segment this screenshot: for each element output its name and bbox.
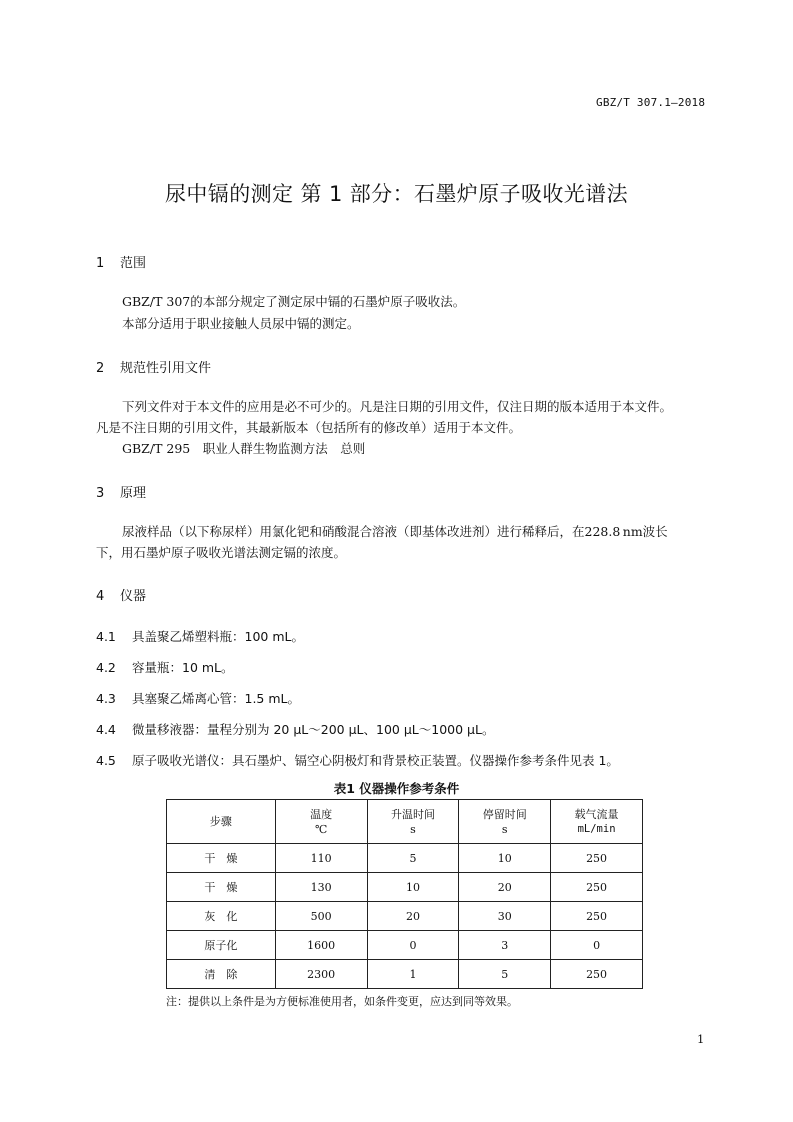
table-row <box>167 873 643 902</box>
section-number: 2 <box>96 361 105 376</box>
table-cell: 干 燥 <box>167 844 276 873</box>
item-number: 4.4 <box>96 722 116 737</box>
table-cell: 原子化 <box>167 931 276 960</box>
item-number: 4.2 <box>96 660 116 675</box>
column-header-step <box>167 800 276 844</box>
item-number: 4.3 <box>96 691 116 706</box>
table-cell: 1 <box>367 960 459 989</box>
item-text: 容量瓶：10 mL。 <box>132 660 234 675</box>
table-cell: 250 <box>551 873 643 902</box>
paragraph-line: 下列文件对于本文件的应用是必不可少的。凡是注日期的引用文件，仅注日期的版本适用于本文件。 <box>122 399 673 414</box>
section-heading-apparatus <box>96 585 146 604</box>
section-heading-principle <box>96 482 146 501</box>
header-line: 停留时间 <box>482 807 527 821</box>
header-line: 温度 <box>310 807 333 821</box>
section-heading-normative-references <box>96 357 211 376</box>
header-line: 升温时间 <box>390 807 435 821</box>
item-number: 4.1 <box>96 629 116 644</box>
table-cell: 干 燥 <box>167 873 276 902</box>
table-note: 注：提供以上条件是为方便标准使用者，如条件变更，应达到同等效果。 <box>166 995 518 1008</box>
table-cell: 2300 <box>275 960 367 989</box>
apparatus-item <box>96 751 619 769</box>
table-cell: 0 <box>367 931 459 960</box>
page-number: 1 <box>697 1032 705 1046</box>
table-row <box>167 931 643 960</box>
table-header-row <box>167 800 643 844</box>
section-heading-text: 仪器 <box>120 589 147 604</box>
section-number: 1 <box>96 256 105 271</box>
paragraph-line: 尿液样品（以下称尿样）用氯化钯和硝酸混合溶液（即基体改进剂）进行稀释后，在228.8 nm波长 <box>122 524 668 539</box>
header-unit: ℃ <box>315 822 328 836</box>
table-cell: 250 <box>551 960 643 989</box>
item-text: 具盖聚乙烯塑料瓶：100 mL。 <box>132 629 304 644</box>
table-cell: 清 除 <box>167 960 276 989</box>
table-cell: 5 <box>459 960 551 989</box>
paragraph-line: GBZ/T 307的本部分规定了测定尿中镉的石墨炉原子吸收法。 <box>122 294 466 309</box>
apparatus-item <box>96 658 234 676</box>
section-number: 3 <box>96 486 105 501</box>
column-header-temperature <box>275 800 367 844</box>
section-number: 4 <box>96 589 105 604</box>
item-text: 原子吸收光谱仪：具石墨炉、镉空心阴极灯和背景校正装置。仪器操作参考条件见表 1。 <box>132 753 619 768</box>
table-cell: 30 <box>459 902 551 931</box>
header-line: 步骤 <box>209 815 232 828</box>
document-title: 尿中镉的测定 第 1 部分：石墨炉原子吸收光谱法 <box>165 182 628 206</box>
table-cell: 5 <box>367 844 459 873</box>
table-caption: 表1 仪器操作参考条件 <box>333 781 460 796</box>
section-heading-scope <box>96 252 146 271</box>
table-cell: 20 <box>367 902 459 931</box>
table-cell: 20 <box>459 873 551 902</box>
table-cell: 灰 化 <box>167 902 276 931</box>
paragraph-line: 凡是不注日期的引用文件，其最新版本（包括所有的修改单）适用于本文件。 <box>96 420 522 435</box>
table-cell: 10 <box>367 873 459 902</box>
table-cell: 250 <box>551 844 643 873</box>
column-header-hold-time <box>459 800 551 844</box>
table-row <box>167 902 643 931</box>
item-text: 具塞聚乙烯离心管：1.5 mL。 <box>132 691 300 706</box>
section-heading-text: 规范性引用文件 <box>120 361 212 376</box>
item-number: 4.5 <box>96 753 116 768</box>
standard-number: GBZ/T 307.1—2018 <box>596 96 706 109</box>
apparatus-item <box>96 720 494 738</box>
instrument-conditions-table <box>166 799 643 989</box>
apparatus-item <box>96 627 304 645</box>
header-unit: mL/min <box>577 822 616 835</box>
table-cell: 130 <box>275 873 367 902</box>
table-row <box>167 960 643 989</box>
table-cell: 250 <box>551 902 643 931</box>
table-row <box>167 844 643 873</box>
header-unit: s <box>410 822 416 836</box>
column-header-gas-flow <box>551 800 643 844</box>
apparatus-item <box>96 689 300 707</box>
section-heading-text: 范围 <box>120 256 147 271</box>
header-line: 载气流量 <box>574 807 619 821</box>
paragraph-line: 本部分适用于职业接触人员尿中镉的测定。 <box>122 316 360 331</box>
column-header-ramp-time <box>367 800 459 844</box>
table-cell: 500 <box>275 902 367 931</box>
table-cell: 0 <box>551 931 643 960</box>
table-cell: 3 <box>459 931 551 960</box>
header-unit: s <box>501 822 508 836</box>
item-text: 微量移液器：量程分别为 20 μL～200 μL、100 μL～1000 μL。 <box>132 722 495 737</box>
table-cell: 1600 <box>275 931 367 960</box>
reference-entry: GBZ/T 295 职业人群生物监测方法 总则 <box>122 441 366 456</box>
table-cell: 110 <box>275 844 367 873</box>
table-cell: 10 <box>459 844 551 873</box>
paragraph-line: 下，用石墨炉原子吸收光谱法测定镉的浓度。 <box>96 545 347 560</box>
section-heading-text: 原理 <box>120 486 147 501</box>
